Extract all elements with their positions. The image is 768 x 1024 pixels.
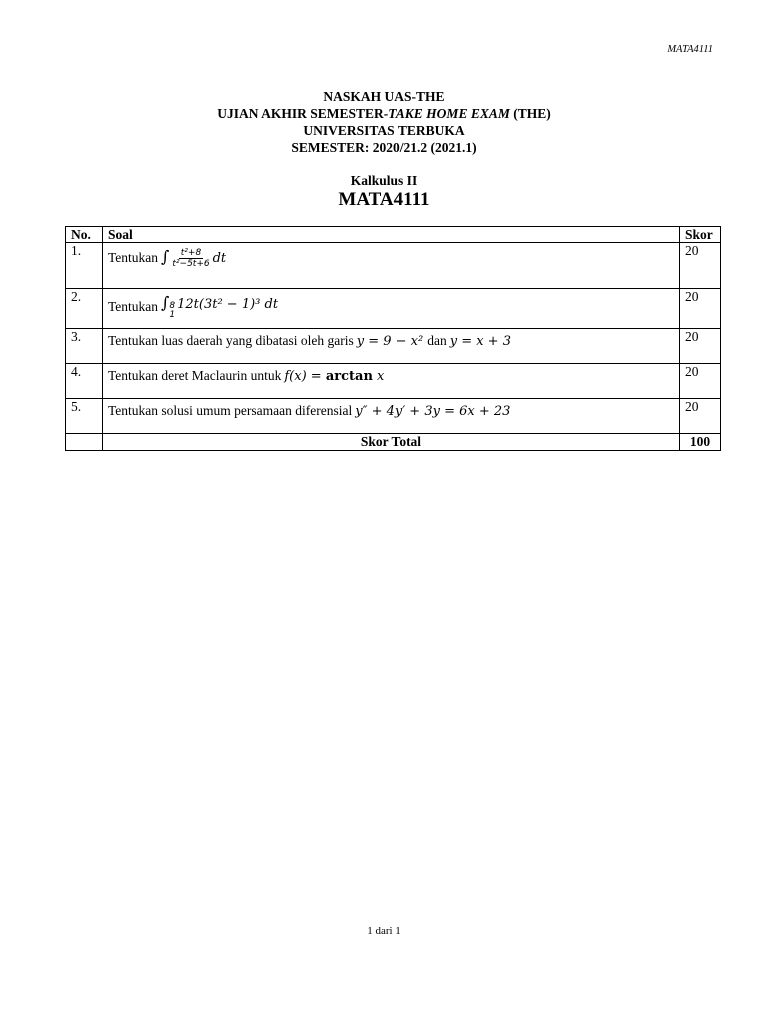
question-text: Tentukan solusi umum persamaan diferensial y″ + 4y′ + 3y = 6x + 23 — [103, 399, 680, 434]
header-soal: Soal — [103, 227, 680, 243]
header-no: No. — [66, 227, 103, 243]
question-number: 2. — [66, 289, 103, 329]
total-empty-cell — [66, 434, 103, 451]
question-number: 1. — [66, 243, 103, 289]
header-line-2: UJIAN AKHIR SEMESTER-TAKE HOME EXAM (THE) — [217, 106, 551, 121]
total-label: Skor Total — [103, 434, 680, 451]
total-row — [66, 434, 721, 451]
questions-table — [65, 226, 721, 451]
question-score: 20 — [680, 243, 721, 289]
question-text: Tentukan ∫ 8 1 12t(3t² − 1)³ dt — [103, 289, 680, 329]
table-row — [66, 243, 721, 289]
table-row — [66, 329, 721, 364]
question-number: 4. — [66, 364, 103, 399]
document-code: MATA4111 — [667, 44, 713, 55]
question-number: 5. — [66, 399, 103, 434]
header-line-3: UNIVERSITAS TERBUKA — [303, 123, 465, 138]
course-name: Kalkulus II — [350, 173, 418, 188]
question-number: 3. — [66, 329, 103, 364]
header-skor: Skor — [680, 227, 721, 243]
table-row — [66, 364, 721, 399]
question-score: 20 — [680, 399, 721, 434]
page-number: 1 dari 1 — [367, 925, 401, 937]
table-row — [66, 399, 721, 434]
header-line-4: SEMESTER: 2020/21.2 (2021.1) — [291, 140, 477, 155]
question-text: Tentukan ∫ $\frac{\text{t²+8}}{\text{t²−5t+6}}$ dt — [103, 243, 680, 289]
question-text: Tentukan luas daerah yang dibatasi oleh garis y = 9 − x² dan y = x + 3 — [103, 329, 680, 364]
header-line-1: NASKAH UAS-THE — [323, 89, 445, 104]
question-score: 20 — [680, 289, 721, 329]
course-title — [0, 172, 768, 211]
question-score: 20 — [680, 329, 721, 364]
exam-header — [0, 88, 768, 156]
table-row — [66, 289, 721, 329]
course-code: MATA4111 — [338, 189, 430, 210]
total-score: 100 — [680, 434, 721, 451]
question-score: 20 — [680, 364, 721, 399]
question-text: Tentukan deret Maclaurin untuk f(x) = arctan x — [103, 364, 680, 399]
table-header-row — [66, 227, 721, 243]
